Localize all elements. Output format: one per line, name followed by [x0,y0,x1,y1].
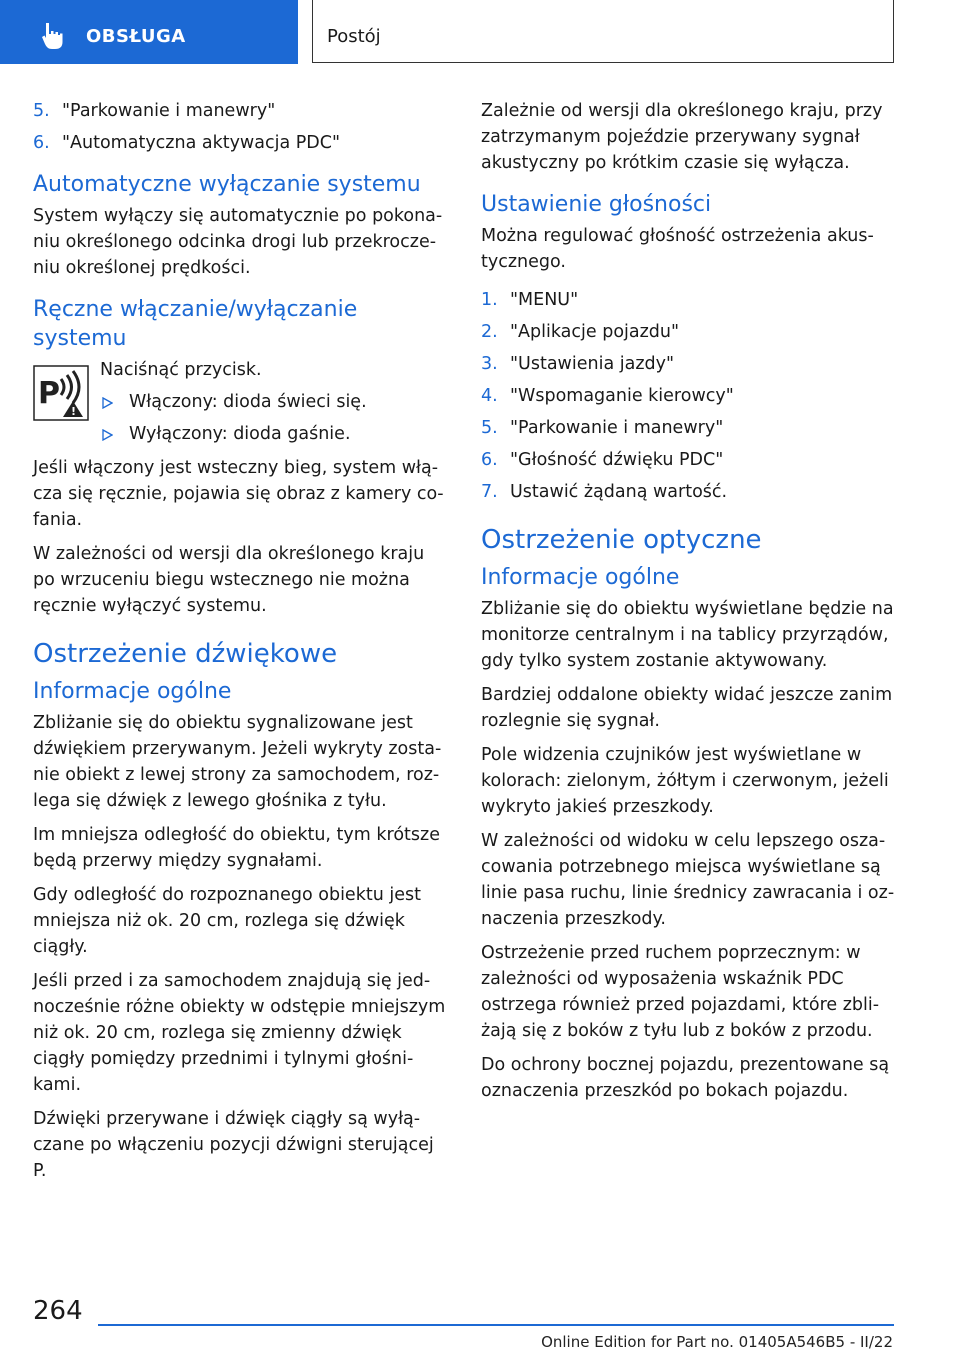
paragraph: Gdy odległość do rozpoznanego obiektu jest mniejsza niż ok. 20 cm, rozlega się dźwięk ciągły. [33,885,421,957]
list-number: 1. [481,290,498,310]
list-text: "Parkowanie i manewry" [510,418,724,438]
pointing-hand-icon [38,20,70,52]
list-number: 6. [481,450,498,470]
paragraph: Zbliżanie się do obiektu sygnalizowane jest dźwiękiem przerywanym. Jeżeli wykryty zostanie obiekt z lewej strony za samochodem, rozlega się dźwięk z lewego głośnika z tyłu. [33,713,442,811]
list-number: 5. [33,101,50,121]
list-item [481,447,897,473]
list-number: 4. [481,386,498,406]
list-text: "Parkowanie i manewry" [62,101,276,121]
heading-optical-warning: Ostrzeżenie optyczne [481,525,762,555]
paragraph: W zależności od widoku w celu lepszego oszacowania potrzebnego miejsca wyświetlane są linie pasa ruchu, linie średnicy zawracania i oznaczenia przeszkody. [481,831,895,929]
heading-general-info: Informacje ogólne [33,679,232,704]
heading-manual: Ręczne włączanie/wyłączanie systemu [33,297,358,351]
list-item [481,479,897,505]
button-instruction [33,357,449,447]
list-item [481,415,897,441]
edition-note: Online Edition for Part no. 01405A546B5 - II/22 [541,1333,893,1351]
heading-acoustic-warning: Ostrzeżenie dźwiękowe [33,639,338,669]
topic-title: Postój [327,26,381,47]
footer-divider [98,1324,894,1326]
list-number: 6. [33,133,50,153]
list-text: "Głośność dźwięku PDC" [510,450,724,470]
paragraph: Im mniejsza odległość do obiektu, tym krótsze będą przerwy między sygnałami. [33,825,440,871]
right-column [481,98,897,1112]
list-item [33,130,449,156]
topic-tab [312,0,894,63]
list-item [100,421,449,447]
list-item [481,319,897,345]
bullet-triangle-icon [102,429,113,441]
menu-path-list [33,98,449,156]
list-item [481,287,897,313]
paragraph: Jeśli włączony jest wsteczny bieg, system włącza się ręcznie, pojawia się obraz z kamery cofania. [33,458,444,530]
led-status-list [100,389,449,447]
press-button-text: Naciśnąć przycisk. [100,360,262,380]
paragraph: Ostrzeżenie przed ruchem poprzecznym: w zależności od wyposażenia wskaźnik PDC ostrzega również przed pojazdami, które zbliżają się z boków z tyłu lub z boków z przodu. [481,943,880,1041]
svg-text:P: P [38,376,60,411]
paragraph: Można regulować głośność ostrzeżenia akustycznego. [481,226,874,272]
paragraph: Zbliżanie się do obiektu wyświetlane będzie na monitorze centralnym i na tablicy przyrządów, gdy tylko system zostanie aktywowany. [481,599,894,671]
paragraph: Jeśli przed i za samochodem znajdują się jednocześnie różne obiekty w odstępie mniejszym niż ok. 20 cm, rozlega się zmienny dźwięk ciągły pomiędzy przednimi i tylnymi głośnikami. [33,971,446,1095]
list-item [100,389,449,415]
list-item [481,351,897,377]
svg-text:!: ! [71,405,77,418]
heading-volume: Ustawienie głośności [481,192,712,217]
section-tab [0,0,298,64]
list-number: 5. [481,418,498,438]
list-text: "Aplikacje pojazdu" [510,322,680,342]
list-text: "Automatyczna aktywacja PDC" [62,133,341,153]
list-text: Ustawić żądaną wartość. [510,482,728,502]
paragraph: Dźwięki przerywane i dźwięk ciągły są wyłączane po włączeniu pozycji dźwigni sterującej P. [33,1109,434,1181]
left-column [33,98,449,1192]
list-text: "Wspomaganie kierowcy" [510,386,734,406]
bullet-triangle-icon [102,397,113,409]
section-title: OBSŁUGA [86,26,186,47]
list-item [481,383,897,409]
list-text: "Ustawienia jazdy" [510,354,675,374]
page-number: 264 [33,1296,83,1326]
heading-general-info: Informacje ogólne [481,565,680,590]
paragraph: W zależności od wersji dla określonego kraju po wrzuceniu biegu wstecznego nie można ręcznie wyłączyć systemu. [33,544,425,616]
list-number: 2. [481,322,498,342]
paragraph: Bardziej oddalone obiekty widać jeszcze zanim rozlegnie się sygnał. [481,685,893,731]
list-text: "MENU" [510,290,579,310]
paragraph: Do ochrony bocznej pojazdu, prezentowane są oznaczenia przeszkód po bokach pojazdu. [481,1055,890,1101]
list-text: Włączony: dioda świeci się. [129,392,367,412]
list-number: 7. [481,482,498,502]
list-number: 3. [481,354,498,374]
pdc-park-distance-icon [33,365,89,421]
paragraph: Pole widzenia czujników jest wyświetlane w kolorach: zielonym, żółtym i czerwonym, jeżeli wykryto jakieś przeszkody. [481,745,889,817]
paragraph: Zależnie od wersji dla określonego kraju, przy zatrzymanym pojeździe przerywany sygnał akustyczny po krótkim czasie się wyłącza. [481,101,883,173]
volume-steps-list [481,287,897,505]
list-item [33,98,449,124]
list-text: Wyłączony: dioda gaśnie. [129,424,351,444]
paragraph: System wyłączy się automatycznie po pokonaniu określonego odcinka drogi lub przekroczeniu określonej prędkości. [33,206,443,278]
heading-auto-off: Automatyczne wyłączanie systemu [33,172,421,197]
